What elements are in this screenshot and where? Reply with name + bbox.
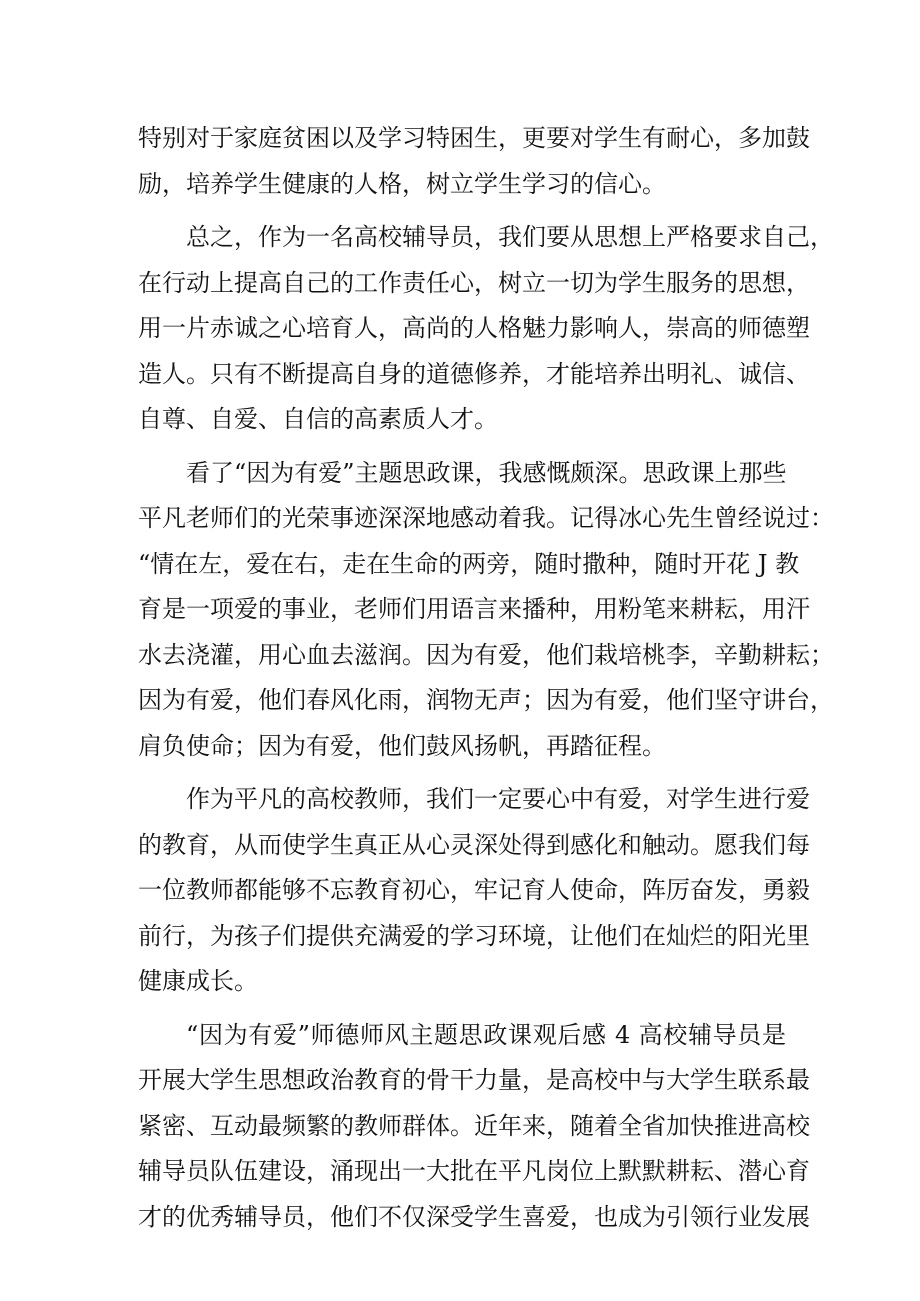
paragraph-gap bbox=[138, 207, 786, 215]
paragraph-5-line-1: “因为有爱”师德师风主题思政课观后感 4 高校辅导员是 bbox=[186, 1020, 786, 1049]
paragraph-4-line-4: 前行，为孩子们提供充满爱的学习环境，让他们在灿烂的阳光里 bbox=[138, 921, 810, 950]
paragraph-2-line-5: 自尊、自爱、自信的高素质人才。 bbox=[138, 405, 498, 433]
document-body bbox=[138, 116, 834, 1240]
paragraph-3-line-7: 肩负使命；因为有爱，他们鼓风扬帆，再踏征程。 bbox=[138, 731, 666, 760]
paragraph-2-line-1: 总之，作为一名高校辅导员，我们要从思想上严格要求自己， bbox=[186, 223, 834, 251]
paragraph-3-line-4: 育是一项爱的事业，老师们用语言来播种，用粉笔来耕耘，用汗 bbox=[138, 595, 810, 623]
paragraph-1-line-2: 励，培养学生健康的人格，树立学生学习的信心。 bbox=[138, 169, 666, 198]
paragraph-4-line-3: 一位教师都能够不忘教育初心，牢记育人使命，阵厉奋发，勇毅 bbox=[138, 876, 810, 904]
paragraph-3-line-1: 看了“因为有爱”主题思政课，我感慨颇深。思政课上那些 bbox=[186, 458, 787, 487]
paragraph-3-line-6: 因为有爱，他们春风化雨，润物无声；因为有爱，他们坚守讲台， bbox=[138, 686, 834, 714]
paragraph-3-line-2: 平凡老师们的光荣事迹深深地感动着我。记得冰心先生曾经说过： bbox=[138, 504, 834, 532]
paragraph-3-line-3: “情在左，爱在右，走在生命的两旁，随时撒种，随时开花 J 教 bbox=[138, 549, 800, 578]
paragraph-gap bbox=[138, 1005, 786, 1013]
paragraph-3-line-5: 水去浇灌，用心血去滋润。因为有爱，他们栽培桃李，辛勤耕耘； bbox=[138, 640, 834, 669]
paragraph-4-line-1: 作为平凡的高校教师，我们一定要心中有爱，对学生进行爱 bbox=[186, 785, 810, 813]
paragraph-gap bbox=[138, 769, 786, 777]
paragraph-2-line-2: 在行动上提高自己的工作责任心，树立一切为学生服务的思想， bbox=[138, 268, 810, 297]
paragraph-4-line-2: 的教育，从而使学生真正从心灵深处得到感化和触动。愿我们每 bbox=[138, 830, 810, 859]
paragraph-gap bbox=[138, 443, 786, 451]
paragraph-5-line-3: 紧密、互动最频繁的教师群体。近年来，随着全省加快推进高校 bbox=[138, 1111, 810, 1140]
paragraph-1-line-1: 特别对于家庭贫困以及学习特困生，更要对学生有耐心，多加鼓 bbox=[138, 124, 810, 152]
paragraph-2-line-3: 用一片赤诚之心培育人，高尚的人格魅力影响人，崇高的师德塑 bbox=[138, 314, 810, 342]
paragraph-5-line-4: 辅导员队伍建设，涌现出一大批在平凡岗位上默默耕耘、潜心育 bbox=[138, 1157, 810, 1185]
paragraph-4-line-5: 健康成长。 bbox=[138, 967, 258, 995]
paragraph-2-line-4: 造人。只有不断提高自身的道德修养，才能培养出明礼、诚信、 bbox=[138, 359, 810, 388]
paragraph-5-line-5: 才的优秀辅导员，他们不仅深受学生喜爱，也成为引领行业发展 bbox=[138, 1202, 810, 1231]
paragraph-5-line-2: 开展大学生思想政治教育的骨干力量，是高校中与大学生联系最 bbox=[138, 1066, 810, 1094]
